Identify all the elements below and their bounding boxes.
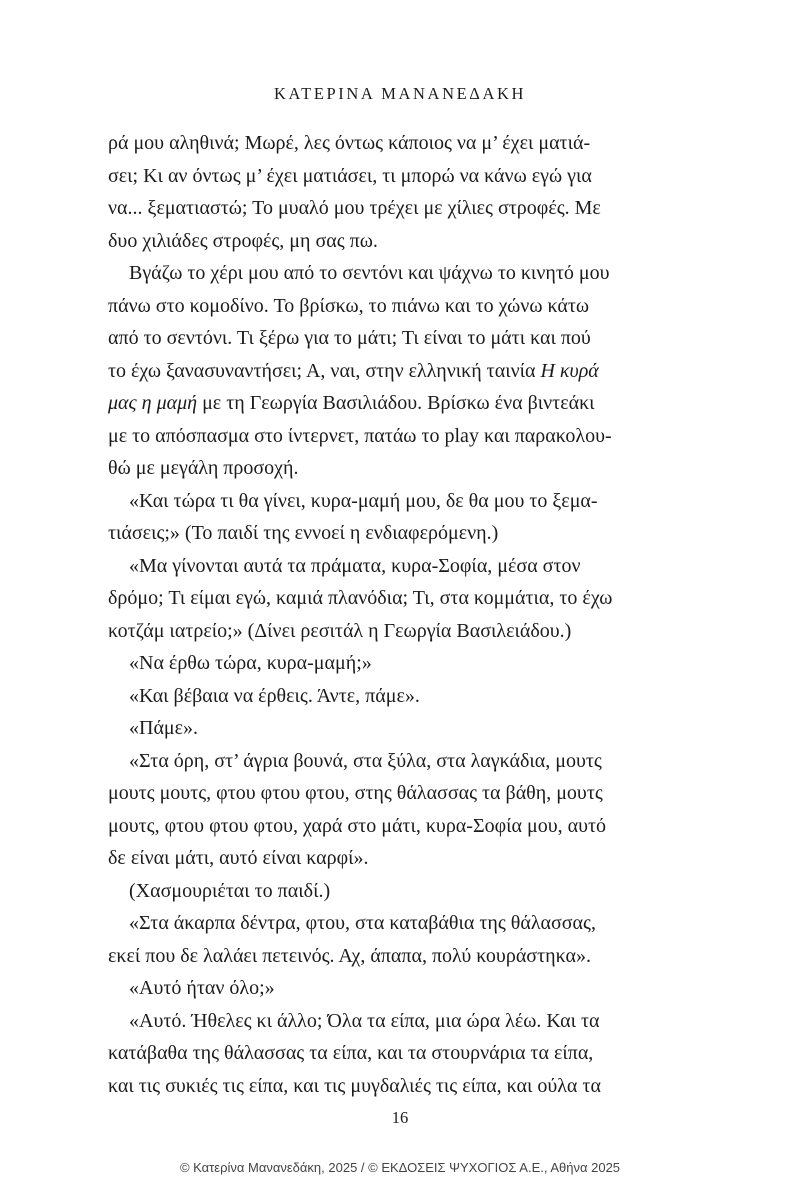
text-line [108, 550, 693, 583]
text-line [108, 517, 693, 550]
text-line [108, 615, 693, 648]
text-run: δε είναι μάτι, αυτό είναι καρφί». [108, 847, 369, 869]
text-run: θώ με μεγάλη προσοχή. [108, 457, 299, 479]
text-run: «Στα όρη, στ’ άγρια βουνά, στα ξύλα, στα λαγκάδια, μουτς [129, 749, 602, 772]
copyright-notice: © Κατερίνα Μανανεδάκη, 2025 / © ΕΚΔΟΣΕΙΣ ΨΥΧΟΓΙΟΣ Α.Ε., Αθήνα 2025 [179, 1160, 621, 1175]
italic-title: Η κυρά [540, 359, 599, 382]
text-line [108, 1037, 693, 1070]
text-line [108, 582, 693, 615]
text-run: μουτς μουτς, φτου φτου φτου, στης θάλασσας τα βάθη, μουτς [108, 782, 603, 804]
text-line [108, 810, 693, 843]
text-run: «Να έρθω τώρα, κυρα-μαμή;» [129, 652, 372, 674]
italic-title: μας η μαμή [108, 392, 198, 414]
page-number: 16 [391, 1108, 409, 1127]
text-run: το έχω ξανασυναντήσει; Α, ναι, στην ελληνική ταινία [108, 359, 541, 382]
text-run: κοτζάμ ιατρείο;» (Δίνει ρεσιτάλ η Γεωργία Βασιλειάδου.) [108, 619, 572, 642]
text-run: δρόμο; Τι είμαι εγώ, καμιά πλανόδια; Τι, στα κομμάτια, το έχω [108, 587, 613, 609]
text-line [108, 127, 693, 160]
text-run: «Αυτό ήταν όλο;» [129, 977, 275, 999]
text-run: με το απόσπασμα στο ίντερνετ, πατάω το play και παρακολου- [108, 424, 612, 447]
text-run: «Στα άκαρπα δέντρα, φτου, στα καταβάθια της θάλασσας, [129, 912, 596, 934]
text-run: «Και τώρα τι θα γίνει, κυρα-μαμή μου, δε θα μου το ξεμα- [129, 489, 598, 512]
text-run: και τις συκιές τις είπα, και τις μυγδαλιές τις είπα, και ούλα τα [108, 1074, 601, 1097]
text-line [108, 907, 693, 940]
text-line [108, 712, 693, 745]
text-run: από το σεντόνι. Τι ξέρω για το μάτι; Τι είναι το μάτι και πού [108, 327, 591, 349]
text-line [108, 257, 693, 290]
text-line [108, 680, 693, 713]
text-run: να... ξεματιαστώ; Το μυαλό μου τρέχει με χίλιες στροφές. Με [108, 197, 601, 219]
text-run: «Πάμε». [129, 717, 199, 739]
text-line [108, 355, 693, 388]
text-run: «Μα γίνονται αυτά τα πράματα, κυρα-Σοφία, μέσα στον [129, 554, 581, 577]
text-line [108, 420, 693, 453]
text-run: εκεί που δε λαλάει πετεινός. Αχ, άπαπα, πολύ κουράστηκα». [108, 944, 591, 967]
text-line [108, 485, 693, 518]
text-line [108, 972, 693, 1005]
text-line [108, 842, 693, 875]
running-header-author: ΚΑΤΕΡΙΝΑ ΜΑΝΑΝΕΔΑΚΗ [273, 84, 527, 103]
text-run: με τη Γεωργία Βασιλιάδου. Βρίσκω ένα βιντεάκι [197, 392, 595, 414]
text-line [108, 745, 693, 778]
body-text [108, 127, 693, 1102]
text-line [108, 290, 693, 323]
text-run: «Και βέβαια να έρθεις. Άντε, πάμε». [129, 684, 420, 707]
text-run: σει; Κι αν όντως μ’ έχει ματιάσει, τι μπορώ να κάνω εγώ για [108, 164, 592, 187]
text-run: «Αυτό. Ήθελες κι άλλο; Όλα τα είπα, μια ώρα λέω. Και τα [129, 1009, 600, 1032]
text-run: (Χασμουριέται το παιδί.) [129, 879, 331, 902]
text-line [108, 1005, 693, 1038]
text-line [108, 387, 693, 420]
text-line [108, 647, 693, 680]
text-run: μουτς, φτου φτου φτου, χαρά στο μάτι, κυρα-Σοφία μου, αυτό [108, 814, 607, 837]
text-run: Βγάζω το χέρι μου από το σεντόνι και ψάχνω το κινητό μου [129, 262, 610, 284]
text-line [108, 777, 693, 810]
text-run: τιάσεις;» (Το παιδί της εννοεί η ενδιαφερόμενη.) [108, 522, 499, 544]
text-line [108, 452, 693, 485]
text-line [108, 875, 693, 908]
text-run: δυο χιλιάδες στροφές, μη σας πω. [108, 229, 378, 252]
text-line [108, 225, 693, 258]
text-line [108, 160, 693, 193]
text-line [108, 940, 693, 973]
text-line [108, 1070, 693, 1103]
text-line [108, 322, 693, 355]
text-run: πάνω στο κομοδίνο. Το βρίσκω, το πιάνω και το χώνω κάτω [108, 294, 590, 317]
text-line [108, 192, 693, 225]
text-run: κατάβαθα της θάλασσας τα είπα, και τα στουρνάρια τα είπα, [108, 1042, 594, 1064]
text-run: ρά μου αληθινά; Μωρέ, λες όντως κάποιος να μ’ έχει ματιά- [108, 132, 591, 154]
